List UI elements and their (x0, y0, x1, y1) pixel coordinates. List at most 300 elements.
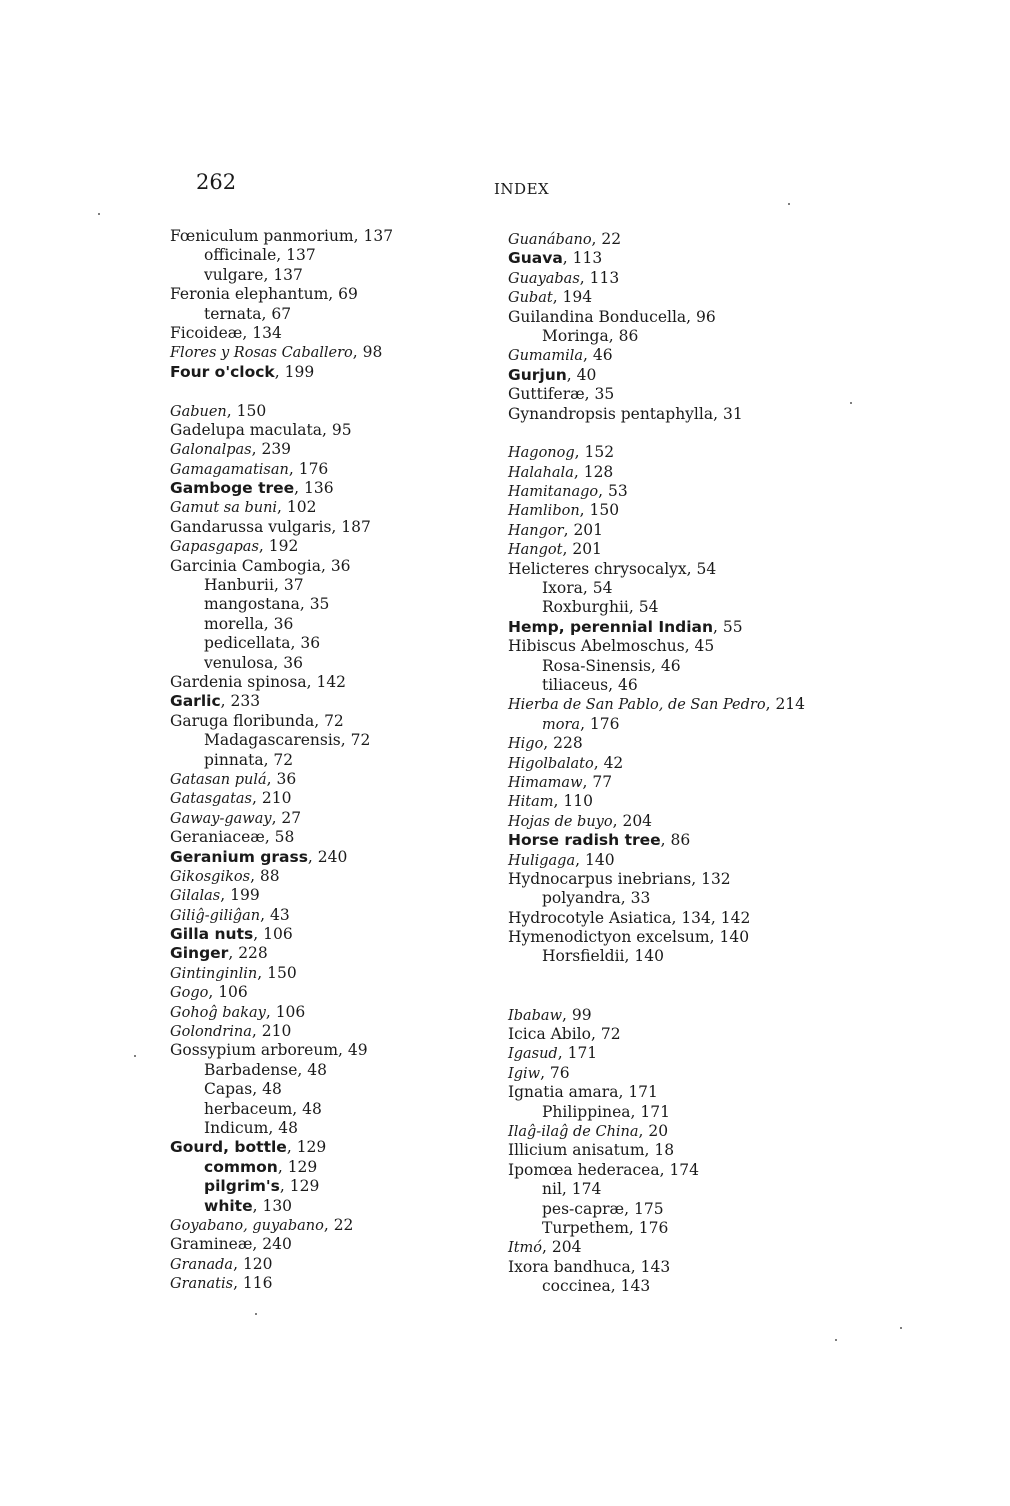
index-entry (508, 831, 908, 850)
index-entry (508, 579, 908, 598)
index-entry (508, 676, 908, 695)
entry-pages: 36 (273, 614, 294, 633)
index-entry (508, 1161, 908, 1180)
entry-term: Itmó (508, 1240, 543, 1257)
entry-pages: 53 (608, 482, 628, 501)
entry-pages: 240 (262, 1235, 292, 1254)
entry-pages: 35 (594, 385, 615, 404)
entry-separator: , (322, 420, 332, 439)
entry-separator: , (566, 365, 577, 384)
entry-term: Higo (508, 736, 544, 753)
index-entry (508, 443, 908, 462)
index-entry (508, 870, 908, 889)
entry-separator: , (713, 404, 723, 423)
entry-pages: 98 (362, 343, 383, 362)
entry-term: Guava (508, 249, 563, 268)
entry-separator: , (691, 869, 702, 888)
index-entry (508, 288, 908, 307)
entry-separator: , (353, 227, 364, 245)
entry-term: Granada (170, 1256, 234, 1273)
entry-term: Ixora bandhuca (508, 1257, 631, 1276)
entry-separator: , (584, 385, 595, 404)
entry-pages: 171 (567, 1044, 598, 1063)
index-entry (508, 482, 908, 501)
entry-term: Rosa-Sinensis (542, 656, 652, 675)
entry-term: Gogo (170, 985, 209, 1002)
entry-term: Guanábano (508, 232, 592, 248)
index-entry (508, 851, 908, 870)
entry-separator: , (228, 944, 239, 963)
entry-separator: , (562, 249, 573, 268)
entry-separator: , (266, 769, 277, 788)
index-entry (508, 928, 908, 947)
entry-term: Ignatia amara (508, 1083, 619, 1102)
entry-term: nil (542, 1180, 562, 1199)
entry-separator: , (251, 440, 262, 459)
entry-term: pes-capræ (542, 1199, 625, 1218)
entry-term: Goyabano, guyabano (170, 1217, 324, 1234)
running-head: INDEX (494, 180, 550, 198)
entry-term: Ipomœa hederacea (508, 1160, 660, 1179)
entry-pages: 36 (283, 653, 303, 672)
entry-term: Four o'clock (170, 362, 275, 381)
entry-term: Barbadense (204, 1060, 298, 1079)
entry-separator: , (233, 1254, 243, 1273)
entry-pages: 129 (296, 1138, 327, 1157)
entry-pages: 86 (670, 831, 691, 850)
entry-separator: , (561, 1180, 572, 1199)
entry-separator: , (562, 540, 573, 559)
entry-separator: , (273, 653, 284, 672)
entry-pages: 140 (634, 947, 664, 966)
entry-separator: , (294, 479, 305, 498)
entry-term: Garcinia Cambogia (170, 556, 321, 575)
entry-pages: 72 (324, 711, 344, 730)
entry-separator: , (608, 675, 618, 694)
entry-separator: , (271, 808, 282, 827)
entry-pages: 129 (287, 1157, 318, 1176)
scan-speck (835, 1339, 837, 1341)
entry-term: Philippinea (542, 1102, 631, 1121)
entry-pages: 106 (263, 925, 293, 944)
entry-separator: , (575, 850, 585, 869)
entry-term: Hanburii (204, 576, 274, 595)
entry-term: Gardenia spinosa (170, 672, 307, 691)
entry-separator: , (233, 1274, 243, 1293)
entry-separator: , (580, 714, 590, 733)
entry-pages: 48 (262, 1080, 282, 1099)
index-entry (508, 501, 908, 520)
entry-separator: , (630, 1257, 641, 1276)
entry-pages: 137 (286, 246, 316, 265)
entry-term: ternata (204, 304, 262, 323)
entry-pages: 239 (261, 440, 292, 459)
entry-pages: 99 (571, 1005, 592, 1024)
index-entry (508, 1258, 908, 1277)
entry-term: herbaceum (204, 1099, 293, 1118)
entry-pages: 40 (576, 365, 597, 384)
entry-separator: , (274, 362, 285, 381)
index-entry (508, 385, 908, 404)
entry-pages: 134, 142 (681, 908, 751, 927)
entry-pages: 116 (242, 1274, 273, 1293)
entry-separator: , (273, 576, 284, 595)
entry-pages: 36 (330, 556, 351, 575)
entry-term: Flores y Rosas Caballero (170, 345, 353, 362)
entry-pages: 199 (284, 362, 315, 381)
entry-term: Gamboge tree (170, 479, 295, 498)
index-entry (508, 540, 908, 559)
entry-pages: 228 (553, 734, 583, 753)
entry-pages: 228 (238, 944, 268, 963)
entry-separator: , (686, 307, 697, 326)
entry-pages: 77 (592, 772, 613, 791)
entry-pages: 194 (562, 288, 593, 307)
entry-term: morella (204, 614, 264, 633)
index-entry (508, 308, 908, 327)
entry-term: Hamitanago (508, 484, 599, 501)
entry-pages: 46 (618, 675, 638, 694)
scan-speck (900, 1327, 902, 1329)
entry-term: mangostana (204, 595, 300, 614)
entry-separator: , (263, 750, 274, 769)
entry-term: Hangot (508, 542, 563, 559)
entry-separator: , (552, 288, 563, 307)
entry-separator: , (638, 1121, 649, 1140)
entry-gap (508, 986, 908, 1005)
scan-speck (134, 1055, 136, 1057)
entry-separator: , (276, 246, 287, 265)
entry-term: Hojas de buyo (508, 813, 613, 830)
entry-pages: 27 (281, 808, 302, 827)
entry-pages: 72 (350, 731, 371, 750)
entry-separator: , (573, 462, 584, 481)
entry-pages: 36 (276, 769, 297, 788)
entry-pages: 54 (592, 579, 613, 598)
entry-term: Gapasgapas (170, 539, 259, 556)
entry-term: Golondrina (170, 1024, 252, 1041)
entry-term: Helicteres chrysocalyx (508, 559, 687, 578)
entry-term: Gaway-gaway (170, 810, 272, 827)
index-entry (508, 695, 908, 714)
entry-pages: 142 (316, 672, 347, 691)
entry-pages: 33 (630, 889, 651, 908)
entry-pages: 46 (592, 346, 613, 365)
entry-separator: , (340, 731, 351, 750)
index-entry (508, 754, 908, 773)
entry-separator: , (268, 1118, 279, 1137)
index-entry (508, 1180, 908, 1199)
index-entry (508, 521, 908, 540)
entry-term: Gadelupa maculata (170, 420, 323, 439)
index-entry (508, 773, 908, 792)
entry-separator: , (542, 1238, 552, 1257)
entry-pages: 199 (230, 886, 260, 905)
entry-separator: , (583, 346, 593, 365)
entry-term: Horsfieldii (542, 947, 625, 966)
entry-separator: , (260, 905, 270, 924)
entry-term: Ibabaw (508, 1007, 562, 1024)
entry-pages: 175 (633, 1199, 664, 1218)
entry-pages: 130 (262, 1196, 293, 1215)
entry-term: Garuga floribunda (170, 711, 315, 730)
entry-separator: , (628, 1218, 639, 1237)
entry-separator: , (320, 556, 331, 575)
entry-pages: 76 (549, 1063, 570, 1082)
index-entry (508, 405, 908, 424)
entry-separator: , (574, 443, 585, 462)
index-entry (508, 598, 908, 617)
entry-term: Madagascarensis (204, 731, 341, 750)
index-entry (508, 1200, 908, 1219)
entry-separator: , (252, 1080, 263, 1099)
entry-term: Himamaw (508, 774, 583, 791)
entry-pages: 37 (283, 576, 304, 595)
entry-pages: 22 (333, 1215, 354, 1234)
entry-pages: 69 (338, 285, 358, 304)
entry-pages: 48 (278, 1118, 298, 1137)
entry-pages: 240 (317, 847, 348, 866)
entry-pages: 113 (572, 249, 603, 268)
entry-separator: , (624, 947, 635, 966)
entry-term: Ixora (542, 579, 583, 598)
entry-separator: , (299, 595, 310, 614)
entry-separator: , (709, 928, 720, 947)
index-entry (508, 618, 908, 637)
index-entry (508, 657, 908, 676)
entry-pages: 176 (638, 1218, 669, 1237)
entry-term: Gamut sa buni (170, 500, 278, 517)
entry-pages: 55 (722, 617, 743, 636)
entry-term: Galonalpas (170, 442, 252, 459)
entry-term: Hibiscus Abelmoschus (508, 637, 685, 656)
index-entry (508, 1006, 908, 1025)
entry-pages: 176 (589, 714, 620, 733)
index-entry (508, 1025, 908, 1044)
entry-pages: 96 (696, 307, 716, 326)
entry-pages: 201 (573, 520, 604, 539)
entry-separator: , (624, 1199, 634, 1218)
entry-term: Gilla nuts (170, 925, 254, 944)
entry-pages: 171 (640, 1102, 670, 1121)
entry-separator: , (644, 1141, 655, 1160)
entry-separator: , (659, 1160, 670, 1179)
entry-term: Garlic (170, 692, 221, 711)
entry-term: pinnata (204, 750, 264, 769)
index-entry (508, 560, 908, 579)
index-entry (508, 463, 908, 482)
page-number: 262 (196, 170, 237, 194)
entry-separator: , (252, 1196, 263, 1215)
entry-separator: , (579, 268, 590, 287)
entry-separator: , (253, 925, 264, 944)
entry-term: Granatis (170, 1276, 234, 1293)
entry-separator: , (314, 711, 325, 730)
entry-term: Capas (204, 1080, 253, 1099)
entry-term: Hamlibon (508, 503, 580, 520)
entry-pages: 150 (236, 401, 267, 420)
entry-separator: , (618, 1083, 629, 1102)
index-entry (508, 947, 908, 966)
entry-separator: , (261, 304, 272, 323)
entry-pages: 54 (638, 598, 659, 617)
entry-pages: 233 (230, 692, 261, 711)
entry-pages: 171 (628, 1083, 658, 1102)
entry-term: Gatasgatas (170, 791, 252, 808)
entry-term: Fœniculum panmorium (170, 227, 354, 245)
entry-term: pilgrim's (204, 1177, 280, 1196)
scan-speck (255, 1313, 257, 1315)
scan-speck (788, 203, 790, 205)
entry-pages: 48 (302, 1099, 322, 1118)
entry-separator: , (598, 482, 609, 501)
entry-separator: , (323, 1215, 334, 1234)
index-entry (508, 366, 908, 385)
entry-term: Gossypium arboreum (170, 1041, 339, 1060)
index-entry (508, 327, 908, 346)
entry-term: Gamagamatisan (170, 461, 289, 478)
entry-separator: , (279, 1177, 290, 1196)
entry-term: Roxburghii (542, 598, 629, 617)
entry-pages: 22 (601, 230, 622, 248)
entry-pages: 204 (622, 811, 653, 830)
entry-pages: 176 (298, 459, 329, 478)
entry-term: Hydrocotyle Asiatica (508, 908, 672, 927)
index-entry (508, 1277, 908, 1296)
index-entry (508, 1141, 908, 1160)
scan-speck (850, 402, 852, 404)
entry-term: Gubat (508, 290, 553, 307)
entry-separator: , (220, 886, 231, 905)
entry-term: Giliĝ-giliĝan (170, 907, 261, 924)
entry-separator: , (582, 772, 593, 791)
entry-separator: , (290, 634, 301, 653)
entry-pages: 134 (252, 323, 282, 342)
entry-term: Gourd, bottle (170, 1138, 287, 1157)
entry-term: Guttiferæ (508, 385, 585, 404)
entry-pages: 201 (572, 540, 602, 559)
entry-pages: 54 (696, 559, 717, 578)
entry-separator: , (306, 672, 317, 691)
entry-pages: 35 (309, 595, 330, 614)
entry-term: vulgare (204, 265, 264, 284)
entry-separator: , (288, 459, 299, 478)
entry-pages: 46 (660, 656, 681, 675)
entry-term: common (204, 1157, 278, 1176)
index-entry (508, 346, 908, 365)
entry-separator: , (226, 401, 237, 420)
entry-pages: 88 (259, 866, 280, 885)
entry-separator: , (328, 285, 339, 304)
entry-separator: , (651, 656, 661, 675)
entry-term: pedicellata (204, 634, 291, 653)
entry-term: mora (542, 716, 581, 733)
entry-separator: , (250, 866, 260, 885)
entry-term: Halahala (508, 464, 574, 481)
entry-separator: , (765, 695, 776, 714)
entry-separator: , (263, 614, 274, 633)
index-entry (508, 1083, 908, 1102)
index-entry (508, 1044, 908, 1063)
entry-pages: 129 (289, 1177, 320, 1196)
entry-term: officinale (204, 246, 277, 265)
entry-term: Turpethem (542, 1218, 629, 1237)
entry-term: Igasud (508, 1046, 558, 1063)
entry-separator: , (713, 617, 723, 636)
entry-separator: , (628, 598, 639, 617)
entry-pages: 137 (273, 265, 303, 284)
entry-term: Higolbalato (508, 755, 594, 772)
entry-separator: , (579, 501, 590, 520)
entry-separator: , (286, 1138, 297, 1157)
index-entry (508, 1064, 908, 1083)
entry-pages: 95 (331, 420, 352, 439)
entry-separator: , (553, 792, 564, 811)
entry-term: tiliaceus (542, 675, 609, 694)
index-entry (508, 715, 908, 734)
entry-term: Gintinginlin (170, 965, 258, 982)
entry-term: Ginger (170, 944, 229, 963)
entry-pages: 143 (640, 1257, 671, 1276)
entry-pages: 137 (363, 227, 394, 245)
entry-pages: 174 (669, 1160, 700, 1179)
index-column-right (508, 230, 908, 1296)
entry-pages: 128 (583, 462, 614, 481)
entry-pages: 18 (654, 1141, 675, 1160)
index-entry (508, 1219, 908, 1238)
entry-separator: , (563, 520, 574, 539)
entry-separator: , (630, 1102, 641, 1121)
entry-separator: , (671, 908, 682, 927)
entry-pages: 174 (571, 1180, 602, 1199)
entry-separator: , (220, 692, 231, 711)
index-entry (508, 792, 908, 811)
entry-term: Hydnocarpus inebrians (508, 869, 692, 888)
entry-term: Gatasan pulá (170, 771, 267, 788)
entry-separator: , (660, 831, 671, 850)
entry-term: Illicium anisatum (508, 1141, 645, 1160)
entry-separator: , (251, 789, 262, 808)
index-entry (508, 734, 908, 753)
entry-separator: , (612, 811, 623, 830)
entry-pages: 150 (589, 501, 620, 520)
entry-term: Horse radish tree (508, 831, 661, 850)
entry-term: Indicum (204, 1118, 269, 1137)
entry-separator: , (277, 498, 287, 517)
entry-term: Gilalas (170, 888, 221, 905)
entry-term: coccinea (542, 1277, 611, 1296)
entry-term: Guayabas (508, 270, 580, 287)
entry-pages: 43 (270, 905, 290, 924)
index-entry (508, 812, 908, 831)
entry-separator: , (264, 828, 275, 847)
entry-separator: , (686, 559, 697, 578)
index-entry (508, 230, 908, 249)
entry-separator: , (610, 1277, 621, 1296)
entry-term: Ilaĝ-ilaĝ de China (508, 1123, 639, 1140)
entry-pages: 113 (589, 268, 620, 287)
entry-term: Hymenodictyon excelsum (508, 928, 710, 947)
entry-term: Moringa (542, 326, 609, 345)
entry-term: Geranium grass (170, 847, 308, 866)
entry-pages: 152 (584, 443, 615, 462)
entry-term: Igiw (508, 1065, 541, 1082)
entry-pages: 86 (618, 326, 639, 345)
entry-separator: , (684, 637, 695, 656)
entry-separator: , (540, 1063, 550, 1082)
entry-gap (508, 424, 908, 443)
entry-term: venulosa (204, 653, 274, 672)
